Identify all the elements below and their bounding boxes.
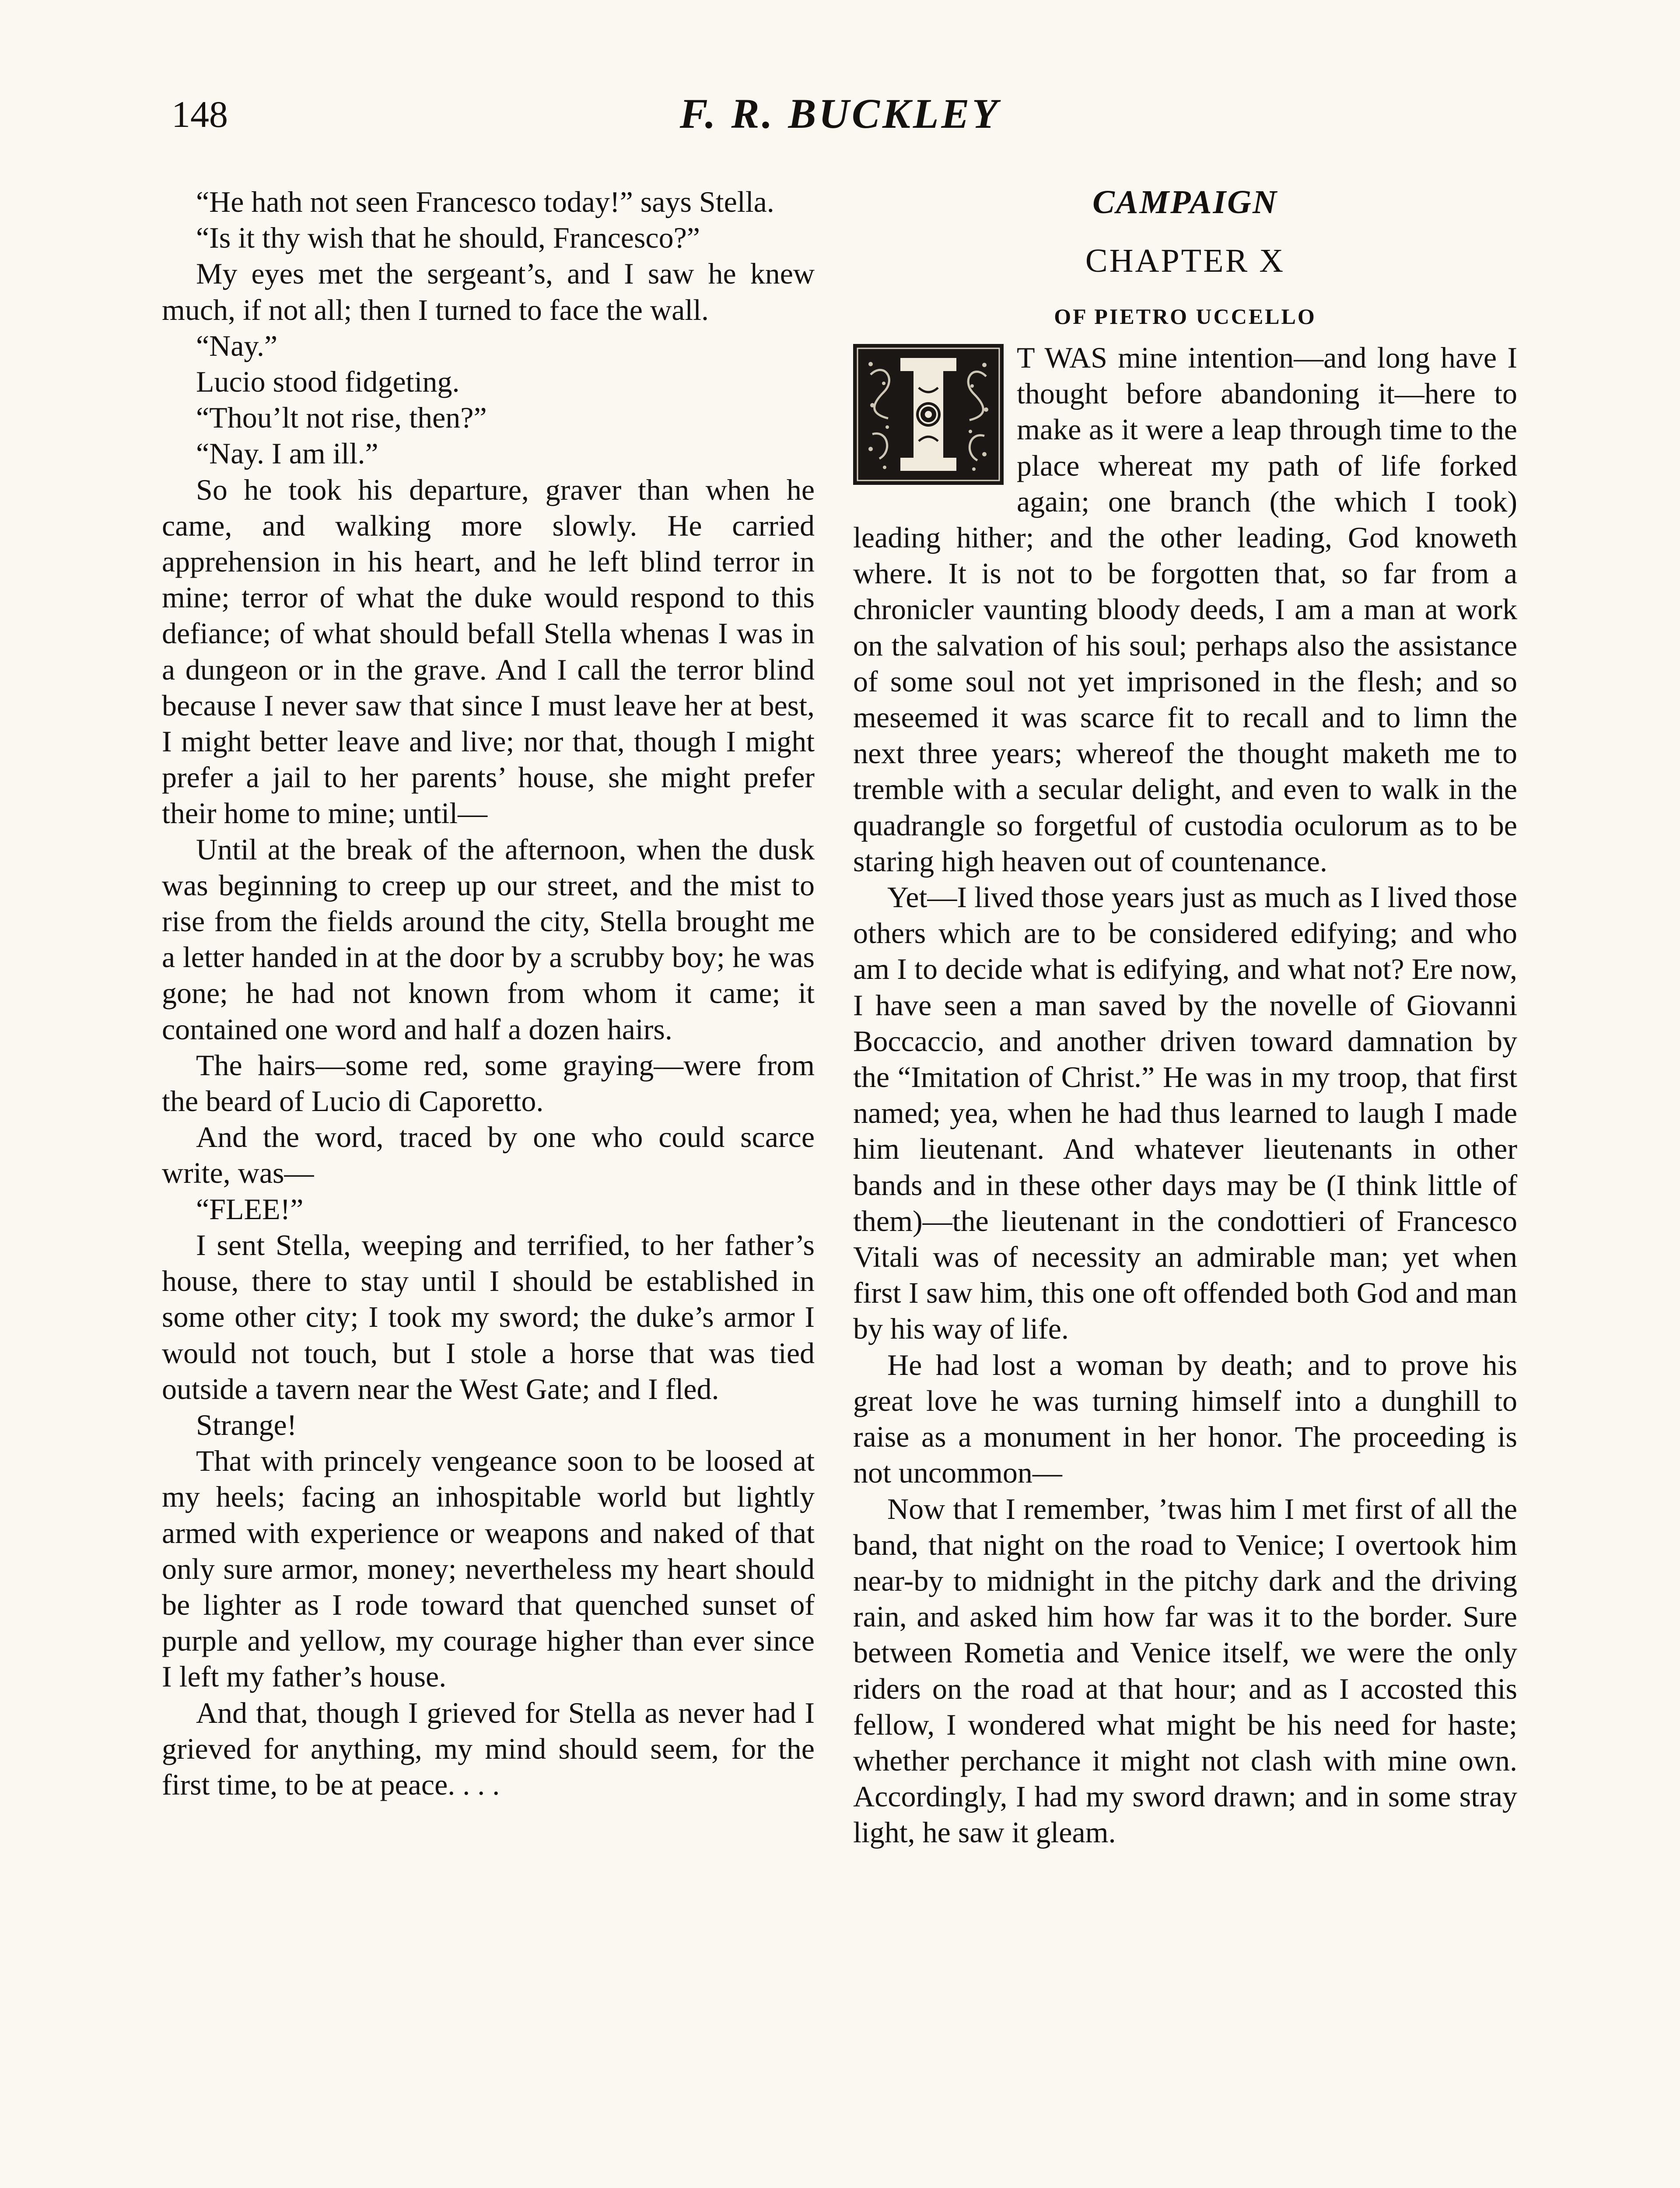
paragraph: Until at the break of the afternoon, when the dusk was beginning to creep up our street, and the mist to rise from the fields around the city, Stella brought me a letter handed in at the door by a scrubby boy; he was gone; he had not known from whom it came; it contained one word and half a dozen hairs.	[162, 832, 815, 1046]
paragraph: And that, though I grieved for Stella as never had I grieved for anything, my mind should seem, for the first time, to be at peace. . . .	[162, 1696, 815, 1801]
drop-cap	[853, 344, 1004, 485]
paragraph: He had lost a woman by death; and to prove his great love he was turning himself into a dunghill to raise as a monument in her honor. The proceeding is not uncommon—	[853, 1348, 1517, 1490]
paragraph: “Nay.”	[196, 329, 278, 362]
paragraph: My eyes met the sergeant’s, and I saw he knew much, if not all; then I turned to face the wall.	[162, 257, 815, 326]
opening-text: T WAS mine intention—and long have I thought before abandoning it—here to make as it were a leap through time to the place whereat my path of life forked again; one branch (the which I took) leading hither; and the other leading, God knoweth where. It is not to be forgotten that, so far from a chronicler vaunting bloody deeds, I am a man at work on the salvation of his soul; perhaps also the assistance of some soul not yet imprisoned in the flesh; and so meseemed it was scarce fit to recall and to limn the next three years; whereof the thought maketh me to tremble with a secular delight, and even to walk in the quadrangle so forgetful of custodia oculorum as to be staring high heaven out of countenance.	[853, 341, 1517, 878]
running-title: F. R. BUCKLEY	[679, 90, 1001, 137]
chapter-subtitle: OF PIETRO UCCELLO	[1054, 304, 1316, 329]
left-column	[162, 184, 815, 1802]
section-title: CAMPAIGN	[1092, 184, 1278, 221]
paragraph: So he took his departure, graver than when he came, and walking more slowly. He carried apprehension in his heart, and he left blind terror in mine; terror of what the duke would respond to this defiance; of what should befall Stella whenas I was in a dungeon or in the grave. And I call the terror blind because I never saw that since I must leave her at best, I might better leave and live; nor that, though I might prefer a jail to her parents’ house, she might prefer their home to mine; until—	[162, 473, 815, 830]
chapter-opening-paragraph	[853, 340, 1517, 879]
paragraph: “Nay. I am ill.”	[196, 437, 378, 470]
paragraph: The hairs—some red, some graying—were from the beard of Lucio di Caporetto.	[162, 1048, 815, 1118]
paragraph: “Thou’lt not rise, then?”	[196, 401, 487, 435]
page-number: 148	[172, 93, 228, 135]
paragraph: That with princely vengeance soon to be loosed at my heels; facing an inhospitable world but lightly armed with experience or weapons and naked of that only sure armor, money; nevertheless my heart should be lighter as I rode toward that quenched sunset of purple and yellow, my courage higher than ever since I left my father’s house.	[162, 1444, 815, 1694]
chapter-title: CHAPTER X	[1085, 242, 1285, 279]
paragraph: Now that I remember, ’twas him I met first of all the band, that night on the road to Venice; I overtook him near-by to midnight in the pitchy dark and the driving rain, and asked him how far was it to the border. Sure between Rometia and Venice itself, we were the only riders on the road at that hour; and as I accosted this fellow, I wondered what might be his need for haste; whether perchance it might not clash with mine own. Accordingly, I had my sword drawn; and in some stray light, he saw it gleam.	[853, 1492, 1517, 1849]
paragraph: “FLEE!”	[196, 1192, 304, 1226]
paragraph: I sent Stella, weeping and terrified, to her father’s house, there to stay until I should be established in some other city; I took my sword; the duke’s armor I would not touch, but I stole a horse that was tied outside a tavern near the West Gate; and I fled.	[162, 1228, 815, 1406]
paragraph: Lucio stood fidgeting.	[196, 365, 460, 399]
paragraph: Yet—I lived those years just as much as I lived those others which are to be considered edifying; and who am I to decide what is edifying, and what not? Ere now, I have seen a man saved by the novelle of Giovanni Boccaccio, and another driven toward damnation by the “Imitation of Christ.” He was in my troop, that first named; yea, when he had thus learned to laugh I made him lieutenant. And whatever lieutenants in other bands and in these other days may be (I think little of them)—the lieutenant in the condottieri of Francesco Vitali was of necessity an admirable man; yet when first I saw him, this one oft offended both God and man by his way of life.	[853, 880, 1517, 1346]
paragraph: Strange!	[196, 1408, 297, 1441]
ornamental-initial-icon	[853, 344, 1004, 485]
paragraph: And the word, traced by one who could scarce write, was—	[162, 1120, 815, 1190]
right-column	[853, 181, 1517, 1851]
paragraph: “He hath not seen Francesco today!” says Stella.	[196, 185, 774, 218]
paragraph: “Is it thy wish that he should, Francesco?”	[196, 221, 700, 255]
